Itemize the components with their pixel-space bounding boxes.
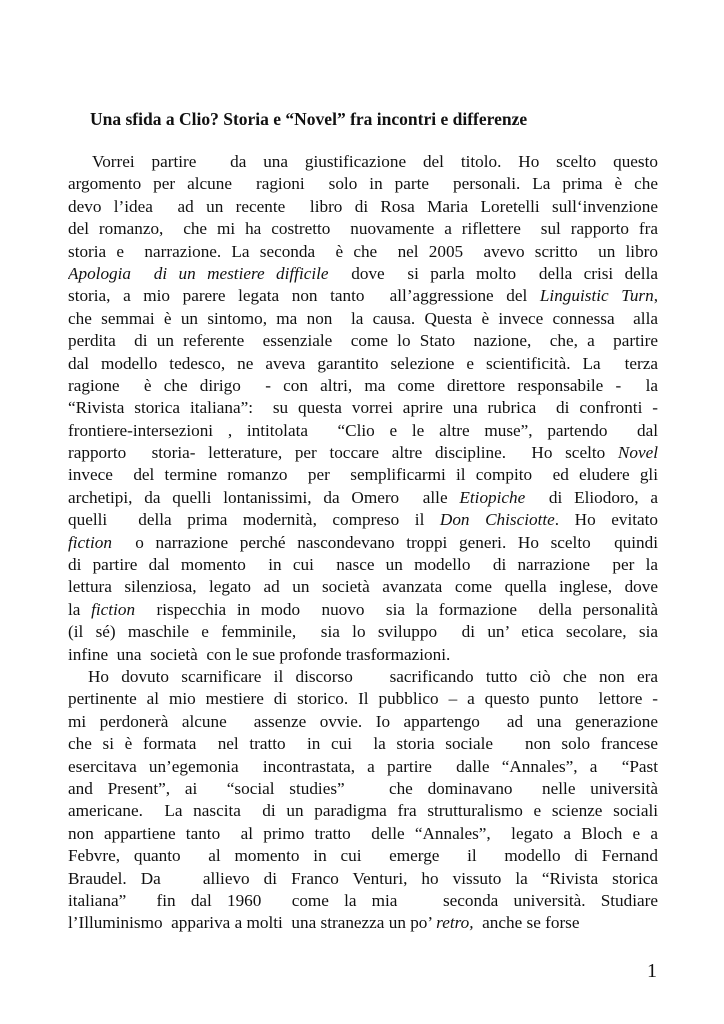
text-run: anche se forse	[473, 913, 580, 933]
text-run: devo l’idea ad un recente libro di Rosa Maria Loretelli sull‘invenzione	[68, 196, 658, 216]
text-line	[68, 868, 658, 890]
text-run: Ho dovuto scarnificare il discorso sacrificando tutto ciò che non era	[88, 666, 658, 686]
italic-text: Linguistic Turn	[539, 286, 654, 306]
text-run: . Ho evitato	[554, 510, 658, 530]
text-run: invece del termine romanzo per semplificarmi il compito ed eludere gli	[68, 465, 658, 485]
text-run: rispecchia in modo nuovo sia la formazione della personalità	[135, 599, 658, 619]
text-run: che si è formata nel tratto in cui la storia sociale non solo francese	[68, 734, 658, 754]
text-run: rapporto storia- letterature, per toccare altre discipline. Ho scelto	[68, 443, 618, 463]
italic-text: Don Chisciotte	[439, 510, 555, 530]
text-run: non appartiene tanto al primo tratto delle “Annales”, legato a Bloch e a	[68, 823, 658, 843]
text-line	[68, 330, 658, 352]
text-line	[68, 218, 658, 240]
text-line	[68, 666, 658, 688]
text-run: archetipi, da quelli lontanissimi, da Omero alle	[68, 487, 460, 507]
text-line	[68, 532, 658, 554]
text-line	[68, 912, 658, 934]
text-line	[68, 420, 658, 442]
text-line	[68, 151, 658, 173]
text-line	[68, 890, 658, 912]
text-line	[68, 487, 658, 509]
text-run: storia, a mio parere legata non tanto all’aggressione del	[68, 286, 540, 306]
page-number: 1	[647, 960, 657, 982]
italic-text: fiction	[91, 599, 136, 619]
text-run: ragione è che dirigo - con altri, ma come direttore responsabile - la	[68, 375, 658, 395]
text-run: Braudel. Da allievo di Franco Venturi, ho vissuto la “Rivista storica	[68, 868, 658, 888]
text-run: and Present”, ai “social studies” che dominavano nelle università	[68, 778, 658, 798]
text-line	[68, 599, 658, 621]
text-run: Febvre, quanto al momento in cui emerge il modello di Fernand	[68, 846, 658, 866]
text-run: che semmai è un sintomo, ma non la causa. Questa è invece connessa alla	[68, 308, 658, 328]
text-run: frontiere-intersezioni , intitolata “Clio e le altre muse”, partendo dal	[68, 420, 658, 440]
text-line	[68, 644, 658, 666]
text-run: italiana” fin dal 1960 come la mia seconda università. Studiare	[68, 890, 658, 910]
text-run: infine una società con le sue profonde trasformazioni.	[68, 644, 451, 664]
text-line	[68, 845, 658, 867]
italic-text: Etiopiche	[459, 487, 526, 507]
text-run: di partire dal momento in cui nasce un modello di narrazione per la	[68, 555, 658, 575]
text-line	[68, 823, 658, 845]
text-line	[68, 778, 658, 800]
italic-text: fiction	[68, 532, 112, 552]
text-run: esercitava un’egemonia incontrastata, a partire dalle “Annales”, a “Past	[68, 756, 658, 776]
text-line	[68, 375, 658, 397]
text-line	[68, 711, 658, 733]
text-line	[68, 285, 658, 307]
text-run: dal modello tedesco, ne aveva garantito selezione e scientificità. La terza	[68, 353, 658, 373]
text-run: del romanzo, che mi ha costretto nuovamente a riflettere sul rapporto fra	[68, 219, 658, 239]
text-line	[68, 196, 658, 218]
text-line	[68, 621, 658, 643]
text-run: o narrazione perché nascondevano troppi generi. Ho scelto quindi	[111, 532, 658, 552]
italic-text: Novel	[617, 443, 658, 463]
italic-text: retro,	[436, 913, 474, 933]
text-run: di Eliodoro, a	[525, 487, 658, 507]
body-text	[68, 151, 658, 935]
text-run: ,	[653, 286, 658, 306]
text-run: argomento per alcune ragioni solo in parte personali. La prima è che	[68, 174, 658, 194]
text-line	[68, 688, 658, 710]
text-run: mi perdonerà alcune assenze ovvie. Io appartengo ad una generazione	[68, 711, 658, 731]
text-line	[68, 800, 658, 822]
text-run: (il sé) maschile e femminile, sia lo sviluppo di un’ etica secolare, sia	[68, 622, 658, 642]
text-run: americane. La nascita di un paradigma fra strutturalismo e scienze sociali	[68, 801, 658, 821]
text-line	[68, 308, 658, 330]
text-run: lettura silenziosa, legato ad un società avanzata come quella inglese, dove	[68, 577, 658, 597]
text-line	[68, 397, 658, 419]
text-line	[68, 576, 658, 598]
text-line	[68, 464, 658, 486]
text-run: storia e narrazione. La seconda è che nel 2005 avevo scritto un libro	[68, 241, 658, 261]
text-run: “Rivista storica italiana”: su questa vorrei aprire una rubrica di confronti -	[68, 398, 658, 418]
text-run: pertinente al mio mestiere di storico. Il pubblico – a questo punto lettore -	[68, 689, 658, 709]
text-line	[68, 509, 658, 531]
text-line	[68, 173, 658, 195]
text-line	[68, 554, 658, 576]
text-run: la	[68, 599, 92, 619]
text-run: perdita di un referente essenziale come lo Stato nazione, che, a partire	[68, 331, 658, 351]
text-run: dove si parla molto della crisi della	[328, 263, 658, 283]
text-line	[68, 442, 658, 464]
text-run: l’Illuminismo appariva a molti una stranezza un po’	[68, 913, 437, 933]
italic-text: Apologia di un mestiere difficile	[68, 263, 329, 283]
text-run: quelli della prima modernità, compreso il	[68, 510, 440, 530]
text-line	[68, 353, 658, 375]
document-title: Una sfida a Clio? Storia e “Novel” fra incontri e differenze	[90, 109, 528, 129]
text-run: Vorrei partire da una giustificazione del titolo. Ho scelto questo	[92, 152, 658, 171]
text-line	[68, 241, 658, 263]
text-line	[68, 263, 658, 285]
text-line	[68, 733, 658, 755]
text-line	[68, 756, 658, 778]
